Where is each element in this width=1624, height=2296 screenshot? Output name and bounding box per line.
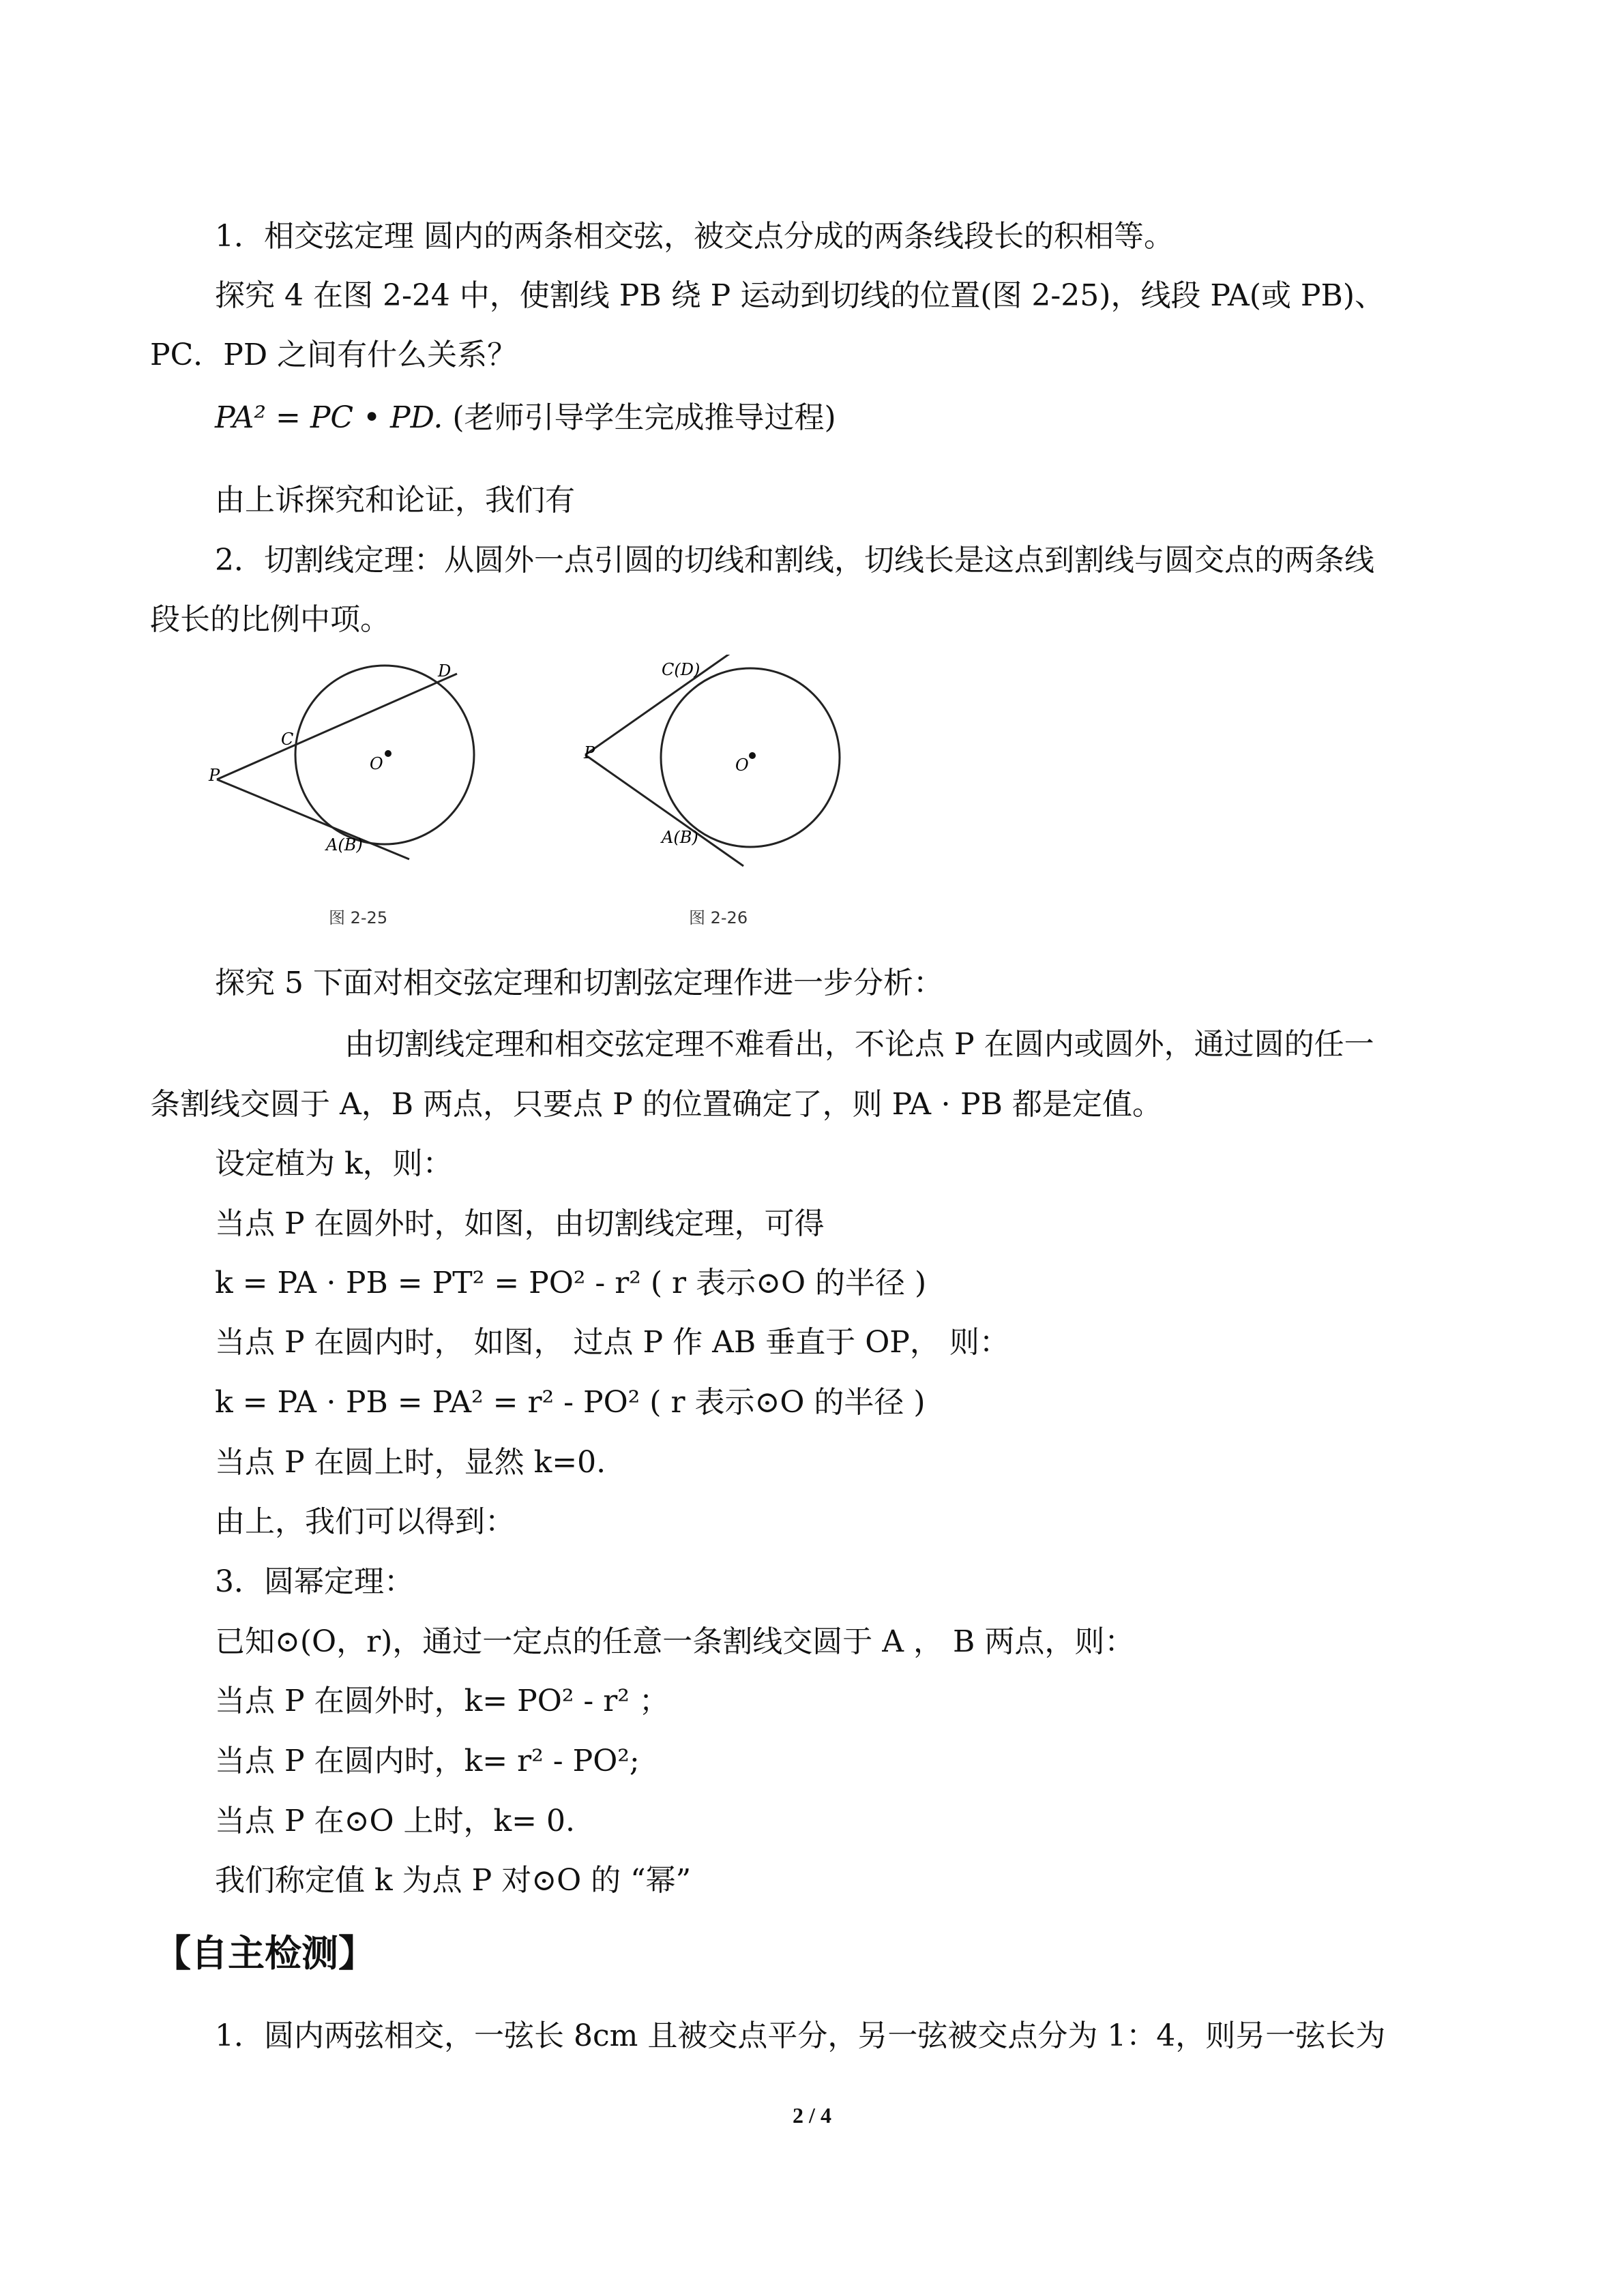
line-k-on: 当点 P 在⊙O 上时，k= 0. [215, 1804, 575, 1838]
line-explore-4: 探究 4 在图 2-24 中，使割线 PB 绕 P 运动到切线的位置(图 2-25)，线段 PA(或 PB)、 [215, 278, 1385, 313]
fig2-center-dot [749, 752, 756, 759]
line-explore-5: 探究 5 下面对相交弦定理和切割弦定理作进一步分析： [215, 966, 943, 1000]
line-tangent-secant-cont: 段长的比例中项。 [150, 602, 390, 637]
line-p-inside: 当点 P 在圆内时， 如图， 过点 P 作 AB 垂直于 OP， 则： [215, 1325, 1009, 1360]
formula-pa2: PA² = PC • PD. [215, 400, 443, 435]
formula-k-inside: k = PA ⋅ PB = PA² = r² - PO² ( r 表示⊙O 的半径 ) [215, 1385, 926, 1420]
line-summary: 由上诉探究和论证，我们有 [215, 483, 575, 518]
line-p-on-circle: 当点 P 在圆上时，显然 k=0. [215, 1445, 606, 1480]
figure-2-25 [205, 655, 491, 927]
page-number: 2 / 4 [793, 2103, 831, 2128]
fig2-label-o: O [735, 756, 749, 775]
fig1-label-o: O [370, 754, 383, 773]
line-p-outside: 当点 P 在圆外时，如图，由切割线定理，可得 [215, 1206, 825, 1241]
line-given-circle: 已知⊙(O，r)，通过一定点的任意一条割线交圆于 A ， B 两点，则： [215, 1624, 1135, 1659]
line-analysis-cont: 条割线交圆于 A，B 两点，只要点 P 的位置确定了，则 PA ⋅ PB 都是定值。 [150, 1087, 1162, 1122]
line-exercise-1: 1．圆内两弦相交，一弦长 8cm 且被交点平分，另一弦被交点分为 1：4，则另一弦长为 [215, 2018, 1386, 2053]
line-power-definition: 我们称定值 k 为点 P 对⊙O 的 “幂” [215, 1863, 692, 1898]
line-k-outside: 当点 P 在圆外时，k= PO² - r² ； [215, 1684, 669, 1718]
fig2-label-ab: A(B) [662, 828, 698, 847]
line-intersecting-chord-theorem: 1．相交弦定理 圆内的两条相交弦，被交点分成的两条线段长的积相等。 [215, 219, 1174, 254]
line-analysis: 由切割线定理和相交弦定理不难看出，不论点 P 在圆内或圆外，通过圆的任一 [344, 1027, 1374, 1062]
formula-note: (老师引导学生完成推导过程) [452, 400, 836, 435]
fig2-label-cd: C(D) [662, 660, 700, 679]
fig2-lower-tangent [585, 755, 743, 866]
fig1-label-d: D [438, 661, 452, 681]
fig1-label-c: C [281, 730, 294, 749]
line-conclusion: 由上，我们可以得到： [215, 1504, 515, 1539]
line-tangent-secant-theorem: 2．切割线定理：从圆外一点引圆的切线和割线，切线长是这点到割线与圆交点的两条线 [215, 543, 1374, 578]
fig1-circle [295, 666, 474, 844]
fig1-secant-line [217, 674, 457, 779]
line-k-inside: 当点 P 在圆内时，k= r² - PO²; [215, 1744, 640, 1778]
fig1-label-p: P [209, 766, 220, 785]
fig2-caption: 图 2-26 [689, 908, 748, 927]
fig2-label-p: P [584, 743, 595, 762]
line-power-theorem: 3．圆幂定理： [215, 1564, 414, 1599]
fig1-caption: 图 2-25 [329, 908, 388, 927]
fig1-center-dot [385, 750, 392, 757]
figure-2-26 [573, 655, 859, 927]
fig1-tangent-line [217, 779, 409, 859]
section-heading-self-check: 【自主检测】 [154, 1932, 375, 1975]
fig1-label-ab: A(B) [326, 835, 363, 854]
line-formula-pa2 [215, 398, 836, 438]
line-set-k: 设定植为 k，则： [215, 1146, 453, 1181]
formula-k-outside: k = PA ⋅ PB = PT² = PO² - r² ( r 表示⊙O 的半径 ) [215, 1266, 927, 1300]
line-explore-4-cont: PC．PD 之间有什么关系？ [150, 338, 518, 372]
